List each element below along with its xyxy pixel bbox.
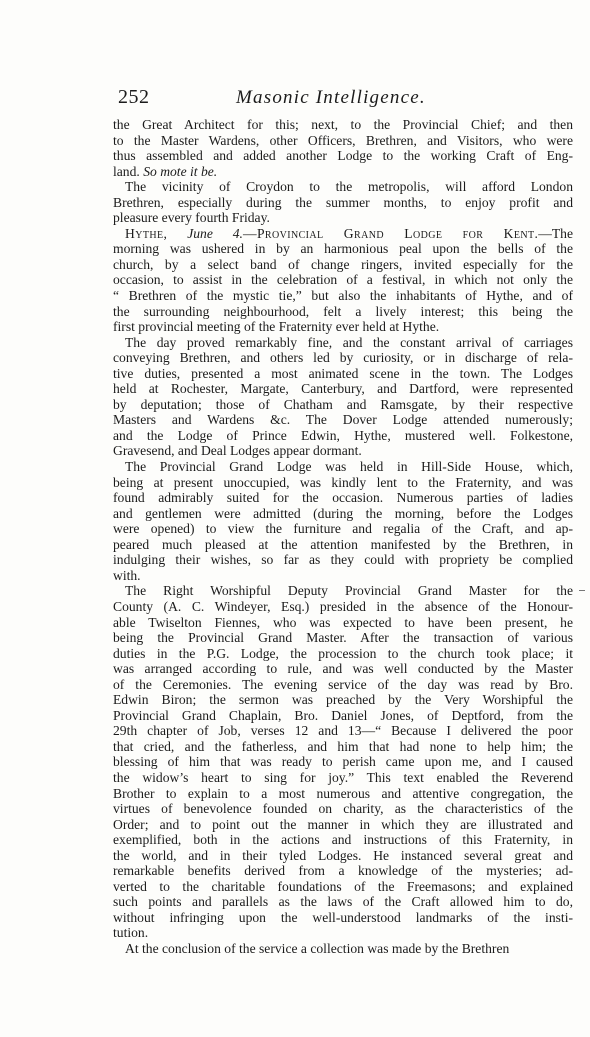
text-line: thus assembled and added another Lodge to the working Craft of Eng- (113, 148, 573, 164)
italic-phrase: So mote it be. (143, 163, 218, 179)
text-line: County (A. C. Windeyer, Esq.) presided in the absence of the Honour- (113, 598, 573, 614)
text-line: indulging their wishes, so far as they could with propriety be complied (113, 552, 573, 568)
paragraph (113, 179, 573, 226)
paragraph (113, 583, 573, 941)
running-title: Masonic Intelligence. (236, 87, 426, 108)
text-line: by deputation; those of Chatham and Ramsgate, by their respective (113, 396, 573, 412)
text-line: found admirably suited for the occasion. Numerous parties of ladies (113, 490, 573, 506)
text-line: Order; and to point out the manner in which they are illustrated and (113, 816, 573, 832)
text-line: the surrounding neighbourhood, felt a lively interest; this being the (113, 303, 573, 319)
heading-place: Hythe, (125, 225, 168, 241)
text-line: morning was ushered in by an harmonious peal upon the bells of the (113, 241, 573, 257)
article-body (113, 117, 573, 957)
text-line: of the Ceremonies. The evening service of the day was read by Bro. (113, 676, 573, 692)
text-line: and the Lodge of Prince Edwin, Hythe, mustered well. Folkestone, (113, 427, 573, 443)
text-line: the widow’s heart to sing for joy.” This text enabled the Reverend (113, 769, 573, 785)
paragraph (113, 941, 573, 957)
text-line: first provincial meeting of the Fraternity ever held at Hythe. (113, 319, 440, 335)
paragraph (113, 226, 573, 335)
text-line: The vicinity of Croydon to the metropolis, will afford London (125, 179, 573, 195)
margin-dash (579, 590, 585, 591)
page-number: 252 (118, 86, 150, 108)
text-line: The Provincial Grand Lodge was held in Hill-Side House, which, (125, 459, 573, 475)
text-line: such points and parallels as the laws of the Craft allowed him to do, (113, 894, 573, 910)
text-line: blessing of him that was ready to perish came upon me, and I caused (113, 754, 573, 770)
text-line: At the conclusion of the service a collection was made by the Brethren (125, 940, 510, 956)
text-line: Gravesend, and Deal Lodges appear dormant. (113, 443, 362, 459)
paragraph (113, 459, 573, 583)
text-line: church, by a select band of change ringers, invited especially for the (113, 256, 573, 272)
paragraph (113, 117, 573, 179)
text-line: Masters and Wardens &c. The Dover Lodge attended numerously; (113, 412, 573, 428)
heading-date: June 4. (187, 225, 243, 241)
text-line: able Twiselton Fiennes, who was expected to have been present, he (113, 614, 573, 630)
text-line: remarkable benefits derived from a knowledge of the mysteries; ad- (113, 863, 573, 879)
text-line: 29th chapter of Job, verses 12 and 13—“ Because I delivered the poor (113, 723, 573, 739)
heading-rest: —The (538, 225, 573, 241)
text-line: were opened) to view the furniture and regalia of the Craft, and ap- (113, 521, 573, 537)
text-line: The day proved remarkably fine, and the constant arrival of carriages (125, 334, 573, 350)
text-line: Provincial Grand Chaplain, Bro. Daniel Jones, of Deptford, from the (113, 707, 573, 723)
text-line: with. (113, 567, 141, 583)
text-line: verted to the charitable foundations of the Freemasons; and explained (113, 878, 573, 894)
text-line: being at present unoccupied, was kindly lent to the Fraternity, and was (113, 474, 573, 490)
text-line: tive duties, presented a most animated scene in the town. The Lodges (113, 365, 573, 381)
text-line: The Right Worshipful Deputy Provincial Grand Master for the (125, 583, 573, 599)
paragraph (113, 335, 573, 459)
text-line: conveying Brethren, and others led by curiosity, or in discharge of rela- (113, 350, 573, 366)
text-line: occasion, to assist in the celebration of a festival, in which not only the (113, 272, 573, 288)
text-line: “ Brethren of the mystic tie,” but also the inhabitants of Hythe, and of (113, 288, 573, 304)
text-line: held at Rochester, Margate, Canterbury, and Dartford, were represented (113, 381, 573, 397)
text-line: the world, and in their tyled Lodges. He instanced several great and (113, 847, 573, 863)
text-line: tution. (113, 925, 149, 941)
text-line: Brethren, especially during the summer months, to enjoy profit and (113, 194, 573, 210)
heading-title: —Provincial Grand Lodge for Kent. (242, 225, 539, 241)
text-line: that cried, and the fatherless, and him that had none to help him; the (113, 738, 573, 754)
text-line: was arranged according to rule, and was well conducted by the Master (113, 661, 573, 677)
page-header (118, 86, 573, 110)
section-heading-line (113, 226, 573, 242)
text-line: without infringing upon the well-understood landmarks of the insti- (113, 909, 573, 925)
text-line: exemplified, both in the actions and instructions of this Fraternity, in (113, 832, 573, 848)
text-line: and gentlemen were admitted (during the morning, before the Lodges (113, 505, 573, 521)
text-line: pleasure every fourth Friday. (113, 210, 270, 226)
text-line: being the Provincial Grand Master. After the transaction of various (113, 630, 573, 646)
text-line: peared much pleased at the attention manifested by the Brethren, in (113, 536, 573, 552)
text-line: duties in the P.G. Lodge, the procession to the church took place; it (113, 645, 573, 661)
text-line: Brother to explain to a most numerous and attentive congregation, the (113, 785, 573, 801)
text-line: Edwin Biron; the sermon was preached by the Very Worshipful the (113, 692, 573, 708)
text-line: virtues of benevolence founded on charity, as the characteristics of the (113, 801, 573, 817)
text-line: the Great Architect for this; next, to the Provincial Chief; and then (113, 117, 573, 132)
text-line: land. So mote it be. (113, 163, 218, 179)
text-line: to the Master Wardens, other Officers, Brethren, and Visitors, who were (113, 132, 573, 148)
